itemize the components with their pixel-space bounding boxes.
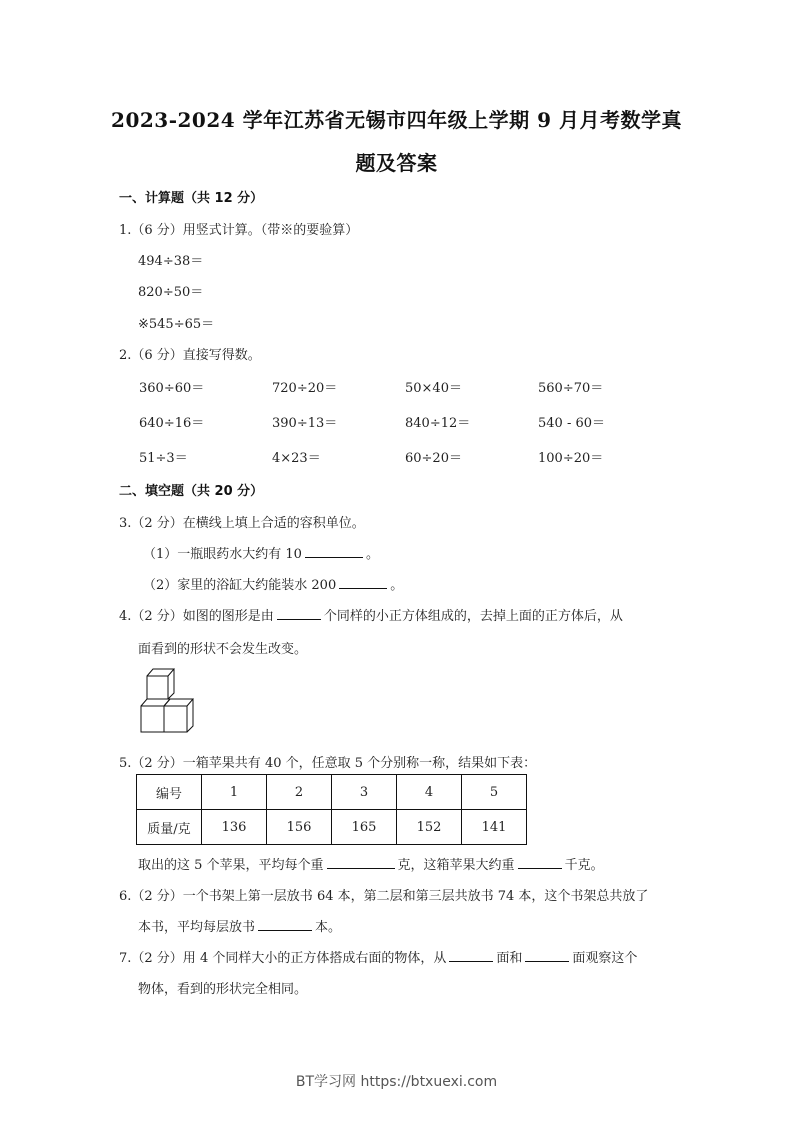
q2-cell: 560÷70＝	[538, 381, 604, 396]
followup-text: 取出的这 5 个苹果，平均每个重	[138, 858, 324, 873]
table-cell: 156	[267, 810, 332, 845]
q2-cell: 640÷16＝	[139, 416, 205, 431]
answer-blank[interactable]	[327, 855, 395, 869]
q7-line2: 物体，看到的形状完全相同。	[138, 982, 308, 997]
q4-line2: 面看到的形状不会发生改变。	[138, 642, 308, 657]
q2-cell: 4×23＝	[272, 451, 321, 466]
question-7	[119, 947, 637, 966]
q1-item-3: ※545÷65＝	[138, 317, 215, 332]
table-cell: 2	[267, 775, 332, 810]
question-1	[119, 219, 358, 238]
q2-cell: 390÷13＝	[272, 416, 338, 431]
question-number: 7.	[119, 951, 132, 966]
question-3	[119, 512, 365, 531]
answer-blank[interactable]	[449, 948, 493, 962]
question-number: 2.	[119, 348, 132, 363]
q6-line2	[138, 916, 341, 935]
question-text: 本书，平均每层放书	[138, 920, 256, 935]
q3-sub-2	[143, 574, 403, 593]
table-cell: 1	[202, 775, 267, 810]
section-heading-fill-in: 二、填空题（共 20 分）	[119, 484, 264, 499]
table-cell: 5	[462, 775, 527, 810]
table-cell: 152	[397, 810, 462, 845]
table-cell: 165	[332, 810, 397, 845]
table-cell: 141	[462, 810, 527, 845]
q1-item-2: 820÷50＝	[138, 285, 204, 300]
question-number: 5.	[119, 756, 132, 771]
answer-blank[interactable]	[305, 544, 363, 558]
sub-text: （2）家里的浴缸大约能装水 200	[143, 578, 337, 593]
question-text: 面观察这个	[572, 951, 638, 966]
question-text: （2 分）用 4 个同样大小的正方体搭成右面的物体，从	[131, 951, 447, 966]
q2-cell: 360÷60＝	[139, 381, 205, 396]
table-row	[137, 810, 527, 845]
followup-text: 千克。	[564, 858, 604, 873]
sub-text-end: 。	[365, 547, 379, 562]
followup-text: 克，这箱苹果大约重	[397, 858, 515, 873]
answer-blank[interactable]	[277, 606, 321, 620]
q1-item-1: 494÷38＝	[138, 254, 204, 269]
question-number: 4.	[119, 609, 132, 624]
question-number: 6.	[119, 889, 132, 904]
q2-cell: 50×40＝	[405, 381, 462, 396]
question-text: （2 分）在横线上填上合适的容积单位。	[131, 516, 365, 531]
question-text: （2 分）一个书架上第一层放书 64 本，第二层和第三层共放书 74 本，这个书架总共放了	[131, 889, 649, 904]
answer-blank[interactable]	[518, 855, 562, 869]
question-text: （2 分）一箱苹果共有 40 个，任意取 5 个分别称一称，结果如下表：	[131, 756, 537, 771]
table-cell: 136	[202, 810, 267, 845]
question-6	[119, 885, 648, 904]
table-cell: 质量/克	[137, 810, 202, 845]
q2-cell: 51÷3＝	[139, 451, 188, 466]
table-header-row	[137, 775, 527, 810]
question-5	[119, 752, 536, 771]
question-text: （6 分）用竖式计算。（带※的要验算）	[131, 223, 359, 238]
document-title-line1: 2023-2024 学年江苏省无锡市四年级上学期 9 月月考数学真	[111, 108, 682, 132]
answer-blank[interactable]	[258, 917, 312, 931]
answer-blank[interactable]	[525, 948, 569, 962]
question-2	[119, 344, 261, 363]
q2-cell: 720÷20＝	[272, 381, 338, 396]
question-text: 面和	[496, 951, 523, 966]
question-text: （2 分）如图的图形是由	[131, 609, 274, 624]
answer-blank[interactable]	[339, 575, 387, 589]
question-text: 本。	[315, 920, 342, 935]
sub-text: （1）一瓶眼药水大约有 10	[143, 547, 302, 562]
question-text: （6 分）直接写得数。	[131, 348, 261, 363]
sub-text-end: 。	[390, 578, 404, 593]
cube-stack-figure	[138, 666, 200, 736]
q2-cell: 60÷20＝	[405, 451, 462, 466]
document-title-line2: 题及答案	[355, 151, 438, 175]
table-cell: 3	[332, 775, 397, 810]
section-heading-calculation: 一、计算题（共 12 分）	[119, 191, 264, 206]
q5-followup	[138, 854, 604, 873]
footer-watermark: BT学习网 https://btxuexi.com	[295, 1074, 498, 1090]
q2-cell: 840÷12＝	[405, 416, 471, 431]
question-number: 3.	[119, 516, 132, 531]
question-text-cont: 个同样的小正方体组成的，去掉上面的正方体后，从	[323, 609, 623, 624]
table-cell: 编号	[137, 775, 202, 810]
q2-cell: 100÷20＝	[538, 451, 604, 466]
q3-sub-1	[143, 543, 379, 562]
apple-weight-table	[136, 774, 527, 845]
table-cell: 4	[397, 775, 462, 810]
q2-cell: 540 - 60＝	[538, 416, 606, 431]
question-number: 1.	[119, 223, 132, 238]
question-4	[119, 605, 623, 624]
